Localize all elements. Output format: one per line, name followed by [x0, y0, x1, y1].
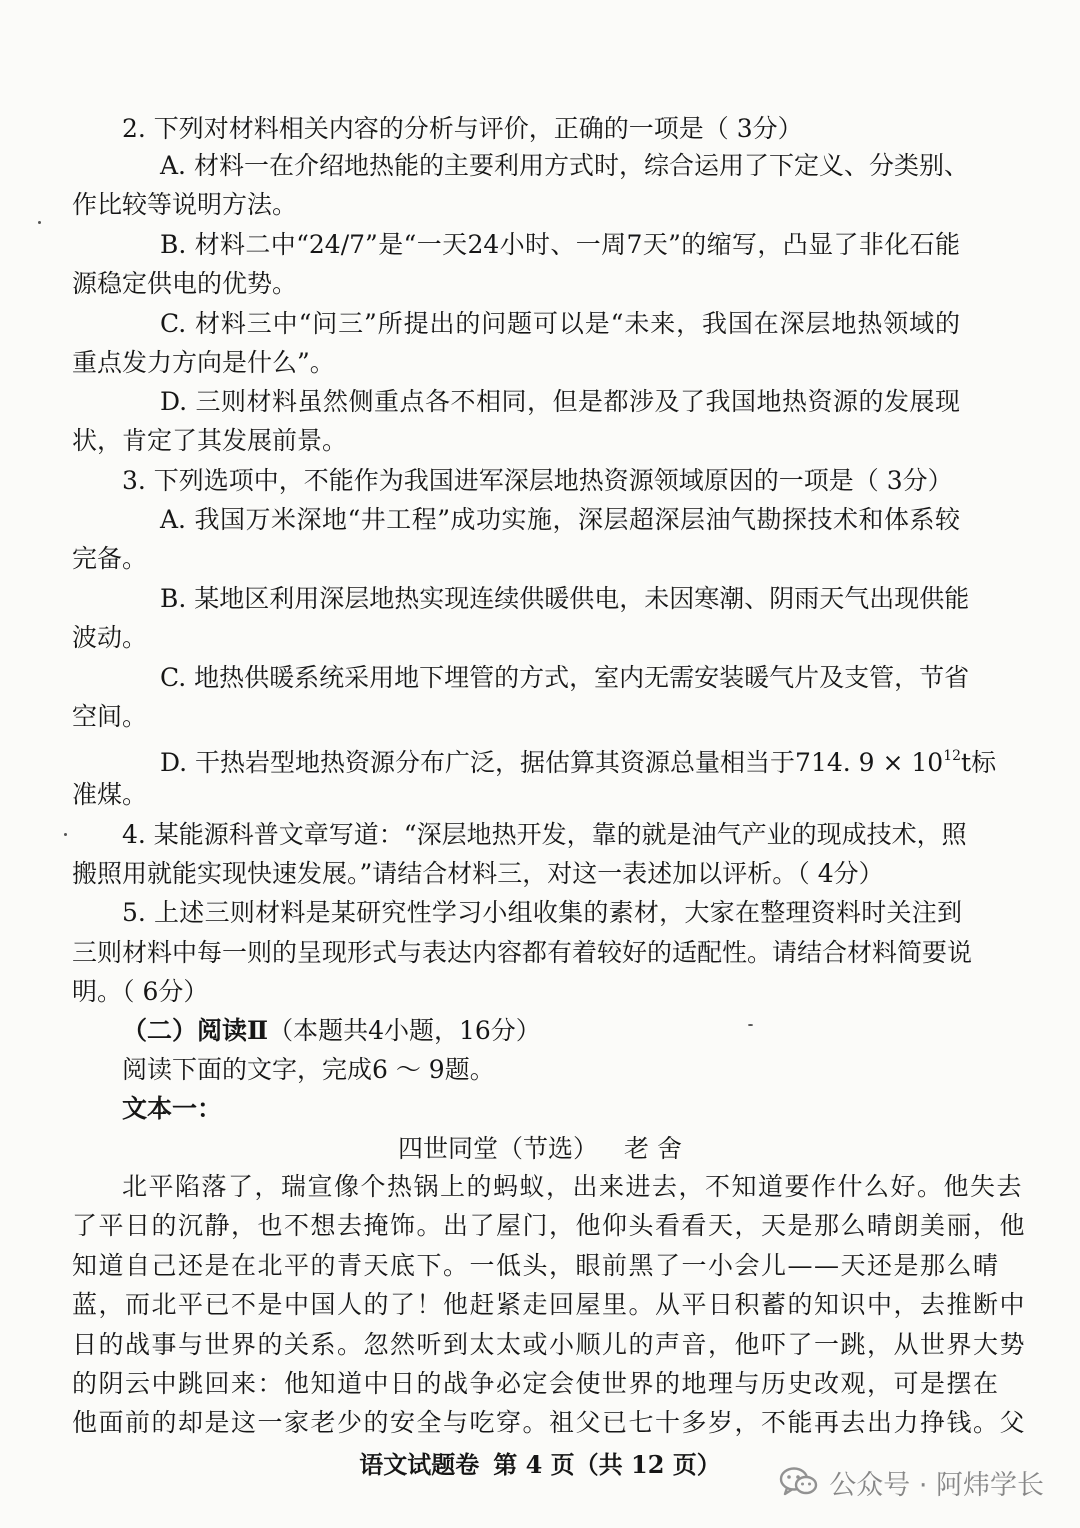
question-3-option-b-cont: 波动。 — [72, 623, 148, 652]
question-3-stem: 3. 下列选项中，不能作为我国进军深层地热资源领域原因的一项是（ 3分） — [122, 466, 953, 495]
scan-speck — [38, 221, 41, 224]
passage-line: 的阴云中跳回来：他知道中日的战争必定会使世界的地理与历史改观，可是摆在 — [72, 1369, 1000, 1398]
watermark-text: 公众号 · 阿炜学长 — [829, 1469, 1044, 1501]
section-heading — [122, 1012, 1022, 1050]
passage-author: 老 舍 — [624, 1134, 682, 1163]
question-3-option-a: A. 我国万米深地“井工程”成功实施，深层超深层油气勘探技术和体系较 — [160, 505, 960, 534]
question-2-option-c-cont: 重点发力方向是什么”。 — [72, 348, 335, 377]
question-2-option-b-cont: 源稳定供电的优势。 — [72, 269, 298, 298]
question-5-line-1: 5. 上述三则材料是某研究性学习小组收集的素材，大家在整理资料时关注到 — [122, 898, 962, 927]
question-3-option-d-unit: t标 — [961, 748, 997, 777]
exponent: 12 — [943, 748, 962, 764]
question-2-option-d: D. 三则材料虽然侧重点各不相同，但是都涉及了我国地热资源的发展现 — [160, 387, 960, 416]
question-3-option-d-text: D. 干热岩型地热资源分布广泛，据估算其资源总量相当于714. 9 × 10 — [160, 748, 944, 777]
question-4-line-1: 4. 某能源科普文章写道：“深层地热开发，靠的就是油气产业的现成技术，照 — [122, 820, 967, 849]
scan-speck — [748, 1024, 753, 1026]
section-title: （二）阅读Ⅱ — [122, 1016, 269, 1045]
passage-line: 了平日的沉静，也不想去掩饰。出了屋门，他仰头看看天，天是那么晴朗美丽，他 — [72, 1211, 1027, 1240]
question-3-option-c-cont: 空间。 — [72, 702, 148, 731]
wechat-icon — [779, 1466, 819, 1498]
question-3-option-d-cont: 准煤。 — [72, 780, 148, 809]
question-5-line-3: 明。（ 6分） — [72, 977, 209, 1006]
question-2-stem: 2. 下列对材料相关内容的分析与评价，正确的一项是（ 3分） — [122, 114, 803, 143]
passage-line: 日的战事与世界的关系。忽然听到太太或小顺儿的声音，他吓了一跳，从世界大势 — [72, 1330, 1027, 1359]
passage-title-line — [0, 1130, 1080, 1168]
question-3-option-a-cont: 完备。 — [72, 544, 148, 573]
question-3-option-c: C. 地热供暖系统采用地下埋管的方式，室内无需安装暖气片及支管，节省 — [160, 663, 970, 692]
watermark — [779, 1462, 1044, 1502]
scan-speck — [64, 833, 67, 836]
exam-name: 语文试题卷 — [359, 1450, 480, 1479]
question-2-option-d-cont: 状，肯定了其发展前景。 — [72, 426, 348, 455]
question-5-line-2: 三则材料中每一则的呈现形式与表达内容都有着较好的适配性。请结合材料简要说 — [72, 938, 973, 967]
text-label: 文本一： — [122, 1094, 223, 1123]
question-3-option-b: B. 某地区利用深层地热实现连续供暖供电，未因寒潮、阴雨天气出现供能 — [160, 584, 970, 613]
question-2-option-b: B. 材料二中“24/7”是“一天24小时、一周7天”的缩写，凸显了非化石能 — [160, 230, 960, 259]
passage-title: 四世同堂（节选） — [398, 1134, 599, 1163]
passage-line: 蓝，而北平已不是中国人的了！他赶紧走回屋里。从平日积蓄的知识中，去推断中 — [72, 1290, 1027, 1319]
question-2-option-a-cont: 作比较等说明方法。 — [72, 190, 298, 219]
passage-line: 北平陷落了，瑞宣像个热锅上的蚂蚁，出来进去，不知道要作什么好。他失去 — [122, 1172, 1024, 1201]
page-number: 第 4 页（共 12 页） — [493, 1450, 721, 1479]
passage-line: 他面前的却是这一家老少的安全与吃穿。祖父已七十多岁，不能再去出力挣钱。父 — [72, 1408, 1027, 1437]
section-instruction: 阅读下面的文字，完成6 ～ 9题。 — [122, 1055, 495, 1084]
passage-line: 知道自己还是在北平的青天底下。一低头，眼前黑了一小会儿——天还是那么晴 — [72, 1251, 1000, 1280]
question-2-option-c: C. 材料三中“问三”所提出的问题可以是“未来，我国在深层地热领域的 — [160, 309, 960, 338]
question-4-line-2: 搬照用就能实现快速发展。”请结合材料三，对这一表述加以评析。（ 4分） — [72, 859, 884, 888]
question-2-option-a: A. 材料一在介绍地热能的主要利用方式时，综合运用了下定义、分类别、 — [160, 151, 969, 180]
section-note: （本题共4小题，16分） — [268, 1016, 541, 1045]
